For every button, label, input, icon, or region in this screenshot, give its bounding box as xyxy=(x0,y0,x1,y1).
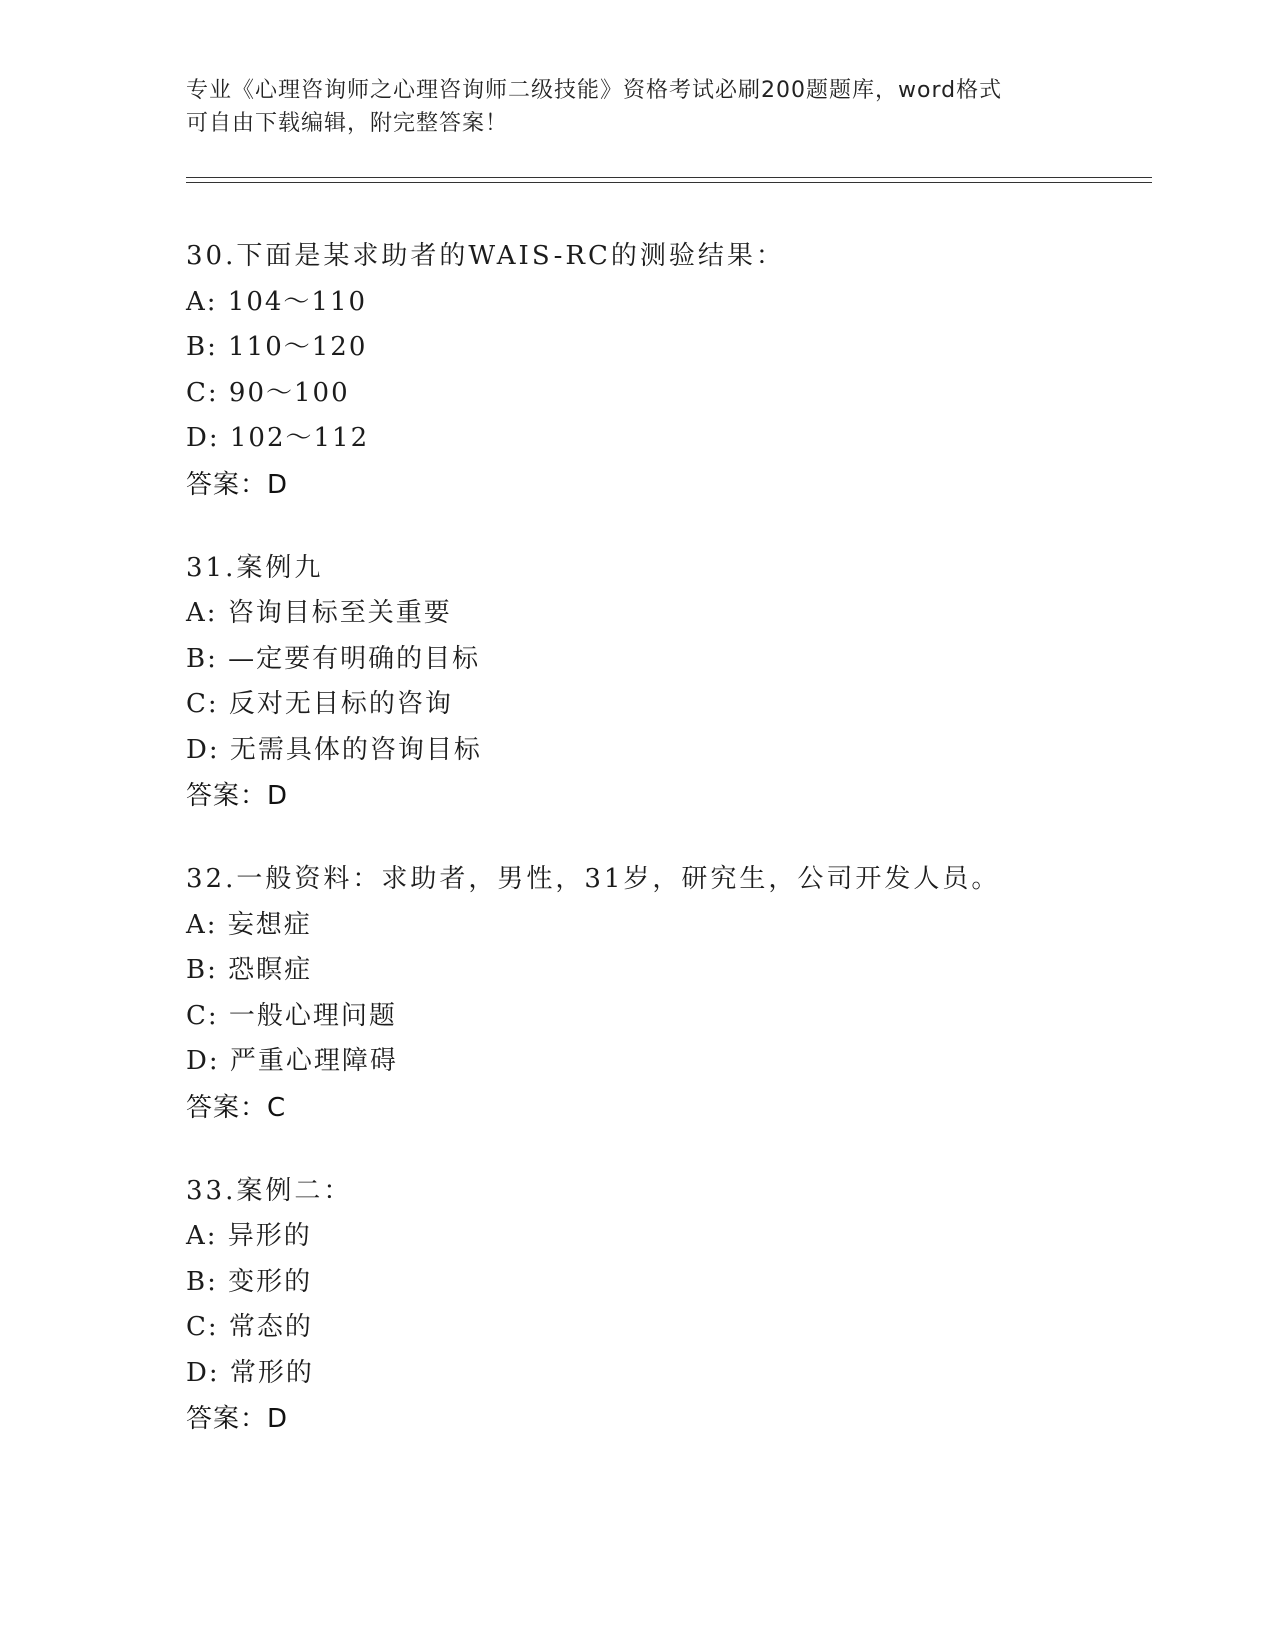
option-a: A: 104～110 xyxy=(186,286,368,317)
option-a: A: 异形的 xyxy=(186,1221,312,1251)
document-header xyxy=(186,74,1086,140)
option-b: B: —定要有明确的目标 xyxy=(186,643,481,674)
option-a: A: 咨询目标至关重要 xyxy=(186,598,452,628)
option-d: D: 常形的 xyxy=(186,1357,314,1388)
header-line-2: 可自由下载编辑，附完整答案！ xyxy=(186,111,509,136)
answer-label: 答案：D xyxy=(186,1404,289,1434)
question-stem: 30.下面是某求助者的WAIS-RC的测验结果： xyxy=(186,241,785,271)
question-item xyxy=(186,234,1166,508)
option-c: C: 90～100 xyxy=(186,377,350,408)
option-c: C: 一般心理问题 xyxy=(186,1000,397,1031)
question-item xyxy=(186,1169,1166,1443)
question-item xyxy=(186,857,1166,1131)
option-d: D: 无需具体的咨询目标 xyxy=(186,734,482,765)
question-stem: 31.案例九 xyxy=(186,552,324,583)
option-b: B: 变形的 xyxy=(186,1266,313,1297)
option-c: C: 反对无目标的咨询 xyxy=(186,689,453,719)
header-divider-top xyxy=(186,177,1152,178)
option-d: D: 102～112 xyxy=(186,423,370,453)
option-a: A: 妄想症 xyxy=(186,909,312,940)
header-line-1: 专业《心理咨询师之心理咨询师二级技能》资格考试必刷200题题库，word格式 xyxy=(186,78,1003,103)
question-list xyxy=(186,234,1166,1480)
answer-label: 答案：D xyxy=(186,469,289,500)
answer-label: 答案：D xyxy=(186,781,289,811)
option-d: D: 严重心理障碍 xyxy=(186,1046,398,1076)
question-item xyxy=(186,546,1166,820)
option-c: C: 常态的 xyxy=(186,1312,313,1342)
question-stem: 32.一般资料：求助者，男性，31岁，研究生，公司开发人员。 xyxy=(186,864,1001,894)
answer-label: 答案：C xyxy=(186,1092,287,1123)
header-divider-bottom xyxy=(186,182,1152,183)
option-b: B: 恐瞑症 xyxy=(186,955,313,985)
option-b: B: 110～120 xyxy=(186,332,368,362)
question-stem: 33.案例二： xyxy=(186,1175,353,1206)
